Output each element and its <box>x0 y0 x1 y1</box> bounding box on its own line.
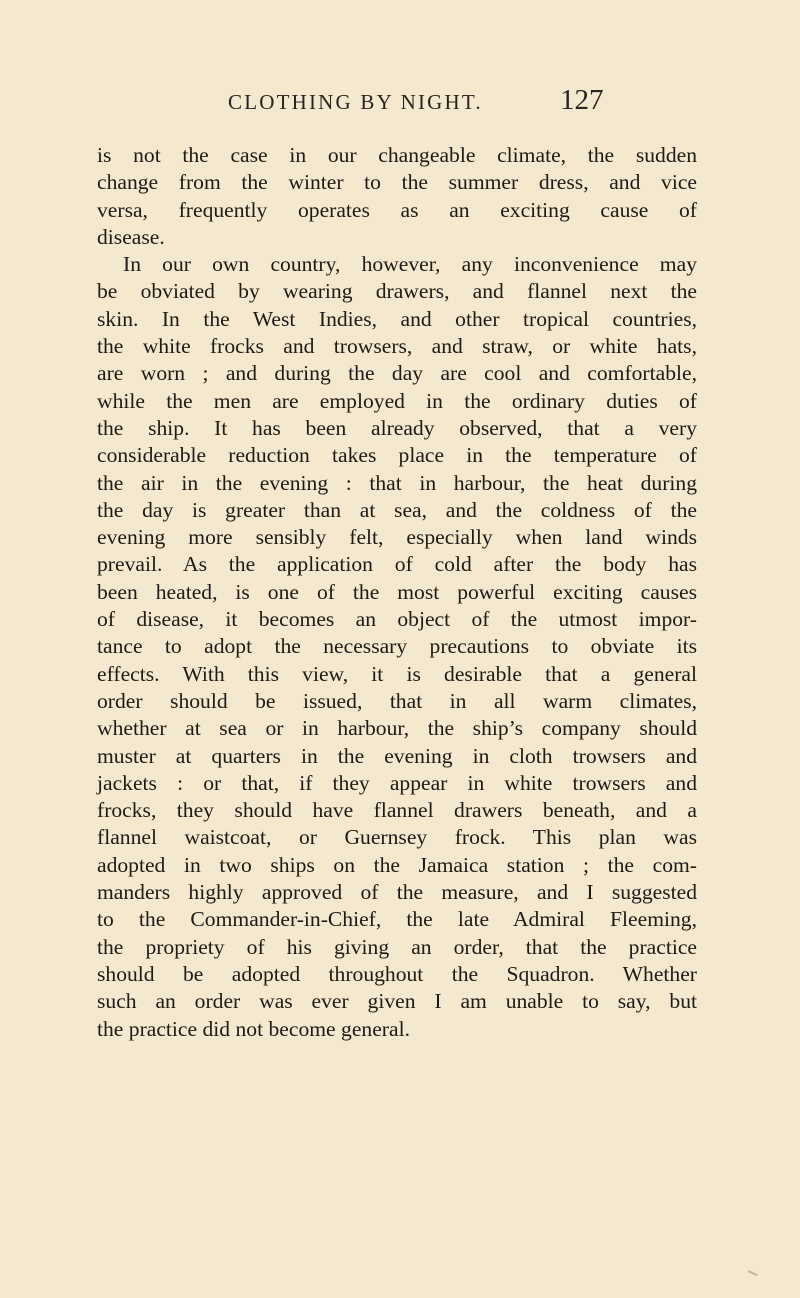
text-line: adopted in two ships on the Jamaica station ; the com- <box>97 852 697 877</box>
text-line: frocks, they should have flannel drawers beneath, and a <box>97 798 697 823</box>
text-line: such an order was ever given I am unable to say, but <box>97 989 697 1014</box>
text-line: the propriety of his giving an order, that the practice <box>97 934 697 959</box>
printing-mark <box>746 1270 758 1280</box>
text-line: In our own country, however, any inconvenience may <box>123 252 697 277</box>
text-line: should be adopted throughout the Squadron. Whether <box>97 961 697 986</box>
text-line: disease. <box>97 224 165 249</box>
text-line: muster at quarters in the evening in cloth trowsers and <box>97 743 697 768</box>
text-line: manders highly approved of the measure, and I suggested <box>97 880 697 905</box>
text-line: the day is greater than at sea, and the coldness of the <box>97 497 697 522</box>
text-line: are worn ; and during the day are cool and comfortable, <box>97 361 697 386</box>
text-line: order should be issued, that in all warm climates, <box>97 688 697 713</box>
running-head: CLOTHING BY NIGHT. <box>228 90 483 114</box>
text-line: versa, frequently operates as an exciting cause of <box>97 197 697 222</box>
text-line: to the Commander-in-Chief, the late Admiral Fleeming, <box>97 907 697 932</box>
text-line: considerable reduction takes place in the temperature of <box>97 443 697 468</box>
text-line: the white frocks and trowsers, and straw, or white hats, <box>97 334 697 359</box>
page-header <box>0 86 800 126</box>
text-line: effects. With this view, it is desirable that a general <box>97 661 697 686</box>
text-line: the ship. It has been already observed, that a very <box>97 415 697 440</box>
body-text <box>97 142 697 1043</box>
text-line: the air in the evening : that in harbour, the heat during <box>97 470 697 495</box>
text-line: be obviated by wearing drawers, and flannel next the <box>97 279 697 304</box>
text-line: while the men are employed in the ordinary duties of <box>97 388 697 413</box>
text-line: jackets : or that, if they appear in white trowsers and <box>97 770 697 795</box>
text-line: change from the winter to the summer dress, and vice <box>97 170 697 195</box>
text-line: tance to adopt the necessary precautions to obviate its <box>97 634 697 659</box>
text-line: skin. In the West Indies, and other tropical countries, <box>97 306 697 331</box>
text-line: been heated, is one of the most powerful exciting causes <box>97 579 697 604</box>
text-line: the practice did not become general. <box>97 1016 410 1041</box>
text-line: flannel waistcoat, or Guernsey frock. This plan was <box>97 825 697 850</box>
text-line: evening more sensibly felt, especially when land winds <box>97 525 697 550</box>
text-line: whether at sea or in harbour, the ship’s company should <box>97 716 697 741</box>
text-line: is not the case in our changeable climate, the sudden <box>97 143 697 167</box>
text-line: prevail. As the application of cold after the body has <box>97 552 697 577</box>
page-number: 127 <box>560 84 604 116</box>
text-line: of disease, it becomes an object of the utmost impor- <box>97 607 697 632</box>
